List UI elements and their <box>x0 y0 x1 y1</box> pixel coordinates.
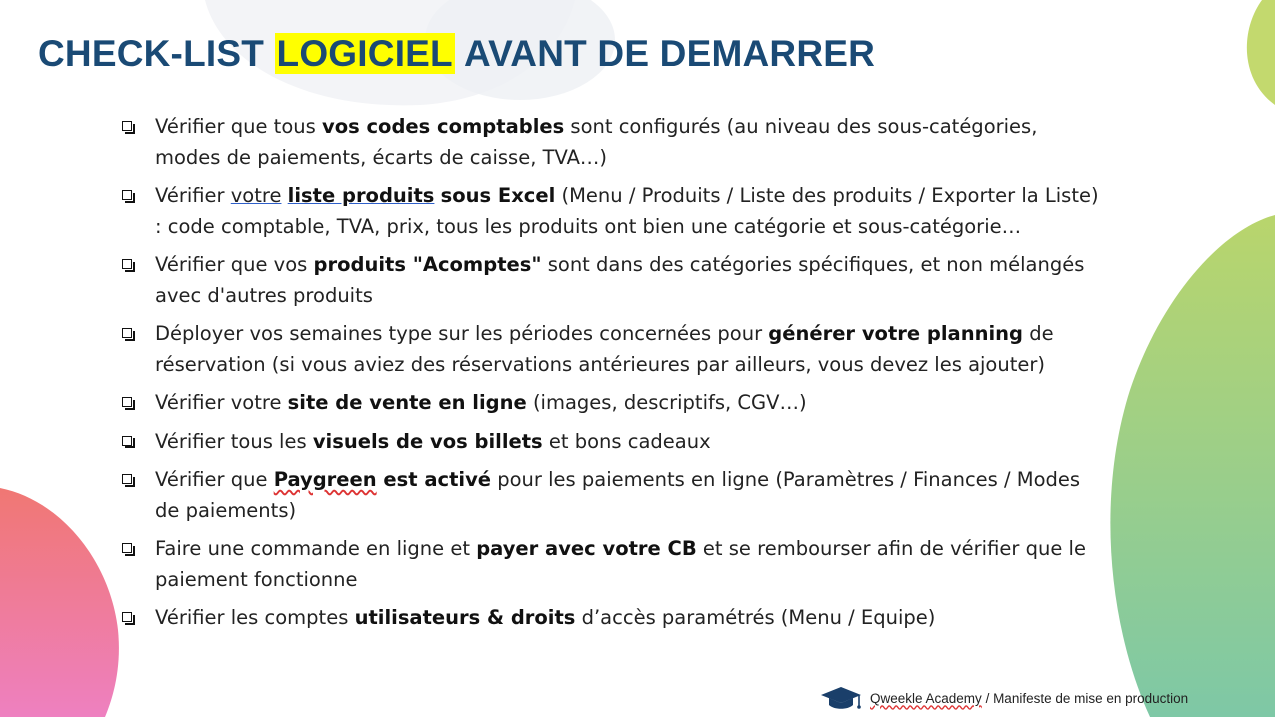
item-text: sont dans des catégories spécifiques, et non mélangés avec d'autres produits <box>155 253 1085 307</box>
checklist-item <box>120 112 1105 173</box>
item-text: de réservation (si vous aviez des réservations antérieures par ailleurs, vous devez les ajouter) <box>155 322 1054 376</box>
checklist-item <box>120 534 1105 595</box>
checklist-item <box>120 388 1105 419</box>
item-bold-text: liste produits <box>287 184 435 207</box>
item-bold-text: est activé <box>376 468 492 491</box>
item-text: Déployer vos semaines type sur les périodes concernées pour <box>155 322 769 345</box>
checklist-item <box>120 603 1105 634</box>
checkbox-icon <box>122 397 132 407</box>
item-text: d’accès paramétrés (Menu / Equipe) <box>575 606 936 629</box>
item-text: Vérifier que tous <box>155 115 322 138</box>
item-bold-text: vos codes comptables <box>321 115 565 138</box>
checkbox-icon <box>122 259 132 269</box>
item-text: Vérifier <box>155 184 231 207</box>
item-text: sont configurés (au niveau des sous-catégories, modes de paiements, écarts de caisse, TVA…) <box>155 115 1038 169</box>
title-text-start: CHECK-LIST <box>38 33 275 74</box>
item-text: Vérifier que vos <box>155 253 314 276</box>
checkbox-icon <box>122 328 132 338</box>
item-text: Vérifier les comptes <box>155 606 355 629</box>
title-highlight: LOGICIEL <box>276 33 453 74</box>
checkbox-icon <box>122 436 132 446</box>
item-text: Vérifier votre <box>155 391 288 414</box>
checklist <box>120 112 1105 642</box>
item-underlined-text: votre <box>230 184 282 207</box>
footer-brand: Qweekle Academy <box>870 690 982 706</box>
graduation-cap-icon <box>820 685 862 711</box>
checklist-item <box>120 465 1105 526</box>
item-bold-text: payer avec votre CB <box>476 537 697 560</box>
item-bold-text: visuels de vos billets <box>312 429 543 453</box>
item-text: et se rembourser afin de vérifier que le paiement fonctionne <box>155 537 1086 591</box>
item-bold-text: produits "Acomptes" <box>313 253 542 276</box>
checkbox-icon <box>122 612 132 622</box>
title-text-end: AVANT DE DEMARRER <box>454 33 876 74</box>
checkbox-icon <box>122 474 132 484</box>
checklist-item <box>120 181 1105 242</box>
checklist-item <box>120 319 1105 380</box>
item-bold-text: site de vente en ligne <box>287 391 527 414</box>
item-bold-text: utilisateurs & droits <box>354 606 576 629</box>
item-bold-text: Paygreen <box>273 468 377 491</box>
slide-title <box>38 33 875 75</box>
item-text: pour les paiements en ligne (Paramètres / Finances / Modes de paiements) <box>155 468 1081 522</box>
item-text: Faire une commande en ligne et <box>155 537 477 560</box>
checklist-item <box>120 427 1105 458</box>
item-text: (images, descriptifs, CGV…) <box>526 391 807 414</box>
checkbox-icon <box>122 543 132 553</box>
item-text: et bons cadeaux <box>542 429 711 453</box>
footer <box>820 683 1188 713</box>
item-text: Vérifier tous les <box>155 429 313 453</box>
checklist-item <box>120 250 1105 311</box>
item-bold-text: générer votre planning <box>768 322 1023 345</box>
footer-text: / Manifeste de mise en production <box>981 690 1189 706</box>
item-text: (Menu / Produits / Liste des produits / Exporter la Liste) : code comptable, TVA, prix, tous les produits ont bien une catégorie et sous-catégorie… <box>155 184 1099 238</box>
checkbox-icon <box>122 190 132 200</box>
item-text: Vérifier que <box>155 468 274 491</box>
item-bold-text: sous Excel <box>440 184 556 207</box>
checkbox-icon <box>122 121 132 131</box>
